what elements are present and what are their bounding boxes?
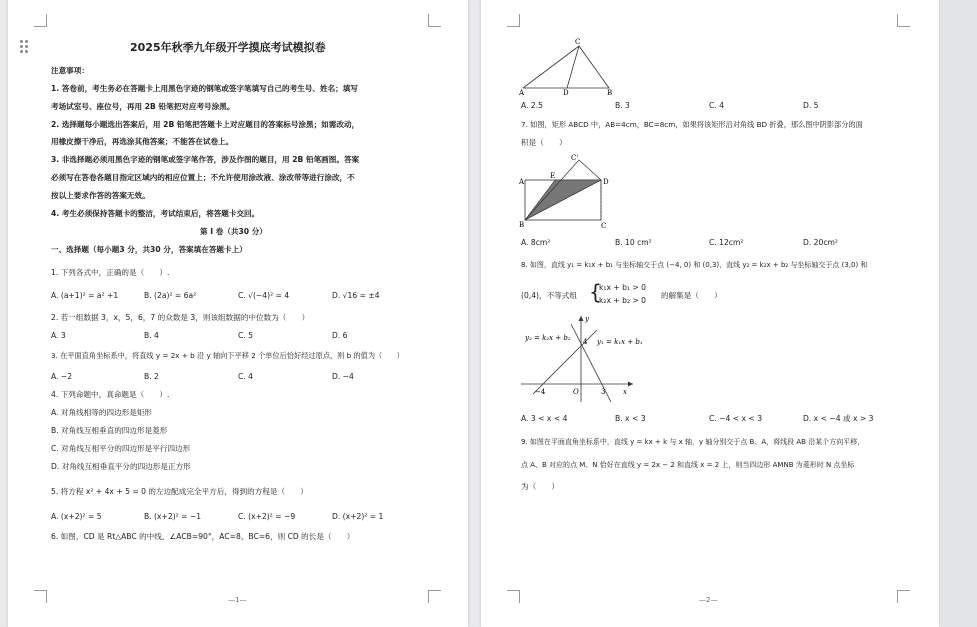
notice-line: 2. 选择题每小题选出答案后，用 2B 铅笔把答题卡上对应题目的答案标号涂黑；如需改动， <box>51 120 360 129</box>
notice-line: 考场试室号、座位号，再用 2B 铅笔把对应考号涂黑。 <box>51 102 235 111</box>
option: A. 3 <box>51 331 66 340</box>
question-9-cont: 点 A、B 对应的点 M、N 恰好在直线 y = 2x − 2 和直线 x = 2 上，则当四边形 AMNB 为菱形时 N 点坐标 <box>521 461 855 469</box>
question-8: 8. 如图，直线 y₁ = k₁x + b₁ 与坐标轴交于点 (−4, 0) 和 (0,3)，直线 y₂ = k₂x + b₂ 与坐标轴交于点 (3,0) 和 <box>521 261 868 269</box>
option: C. −4 < x < 3 <box>709 414 763 423</box>
option: D. 对角线互相垂直平分的四边形是正方形 <box>51 462 191 471</box>
page-number: —2— <box>699 596 718 604</box>
question-7: 7. 如图，矩形 ABCD 中，AB=4cm，BC=8cm，如果将该矩形沿对角线 BD 折叠，那么图中阴影部分的面 <box>521 120 863 129</box>
crop-mark <box>34 14 47 27</box>
option: B. x < 3 <box>615 414 646 423</box>
label-4: 4 <box>583 338 588 346</box>
label-y2: y₂ = k₂x + b₂ <box>525 334 571 342</box>
option: D. 5 <box>803 101 819 110</box>
label-d: D <box>603 178 609 186</box>
label-d: D <box>563 89 569 97</box>
question-9: 9. 如图在平面直角坐标系中，直线 y = kx + k 与 x 轴，y 轴分别交于点 B、A，将线段 AB 沿某个方向平移， <box>521 438 865 446</box>
label-c: C <box>575 38 581 46</box>
option: C. 4 <box>238 372 253 381</box>
option: D. 20cm² <box>803 238 838 247</box>
section-heading: 第 I 卷（共30 分） <box>200 227 267 236</box>
crop-mark <box>428 14 441 27</box>
option: A. 2.5 <box>521 101 543 110</box>
option: B. (2a)² = 6a² <box>144 291 197 300</box>
crop-mark <box>897 14 910 27</box>
notice-line: 按以上要求作答的答案无效。 <box>51 191 150 200</box>
option: C. 5 <box>238 331 253 340</box>
page-number: —1— <box>228 596 247 604</box>
question-5: 5. 将方程 x² + 4x + 5 = 0 的左边配成完全平方后，得到的方程是（ ） <box>51 487 308 496</box>
question-8-cont: 的解集是（ ） <box>661 291 722 300</box>
option: C. 对角线互相平分的四边形是平行四边形 <box>51 444 191 453</box>
exam-page-1 <box>8 0 468 627</box>
question-2: 2. 若一组数据 3，x，5，6，7 的众数是 3，则该组数据的中位数为（ ） <box>51 313 310 322</box>
option: B. 4 <box>144 331 159 340</box>
option: A. −2 <box>51 372 73 381</box>
option: A. 3 < x < 4 <box>521 414 568 423</box>
option: A. (a+1)² = a² +1 <box>51 291 119 300</box>
brace-icon: { <box>589 280 602 304</box>
right-scroll-area[interactable] <box>941 0 977 627</box>
label-b: B <box>607 89 613 97</box>
inequality: k₁x + b₁ > 0 <box>599 283 647 292</box>
option: A. 对角线相等的四边形是矩形 <box>51 408 153 417</box>
option: B. 10 cm² <box>615 238 652 247</box>
option: D. √16 = ±4 <box>332 291 380 300</box>
label-neg4: −4 <box>535 388 546 396</box>
question-1: 1. 下列各式中，正确的是（ ）. <box>51 268 170 277</box>
question-9-cont: 为（ ） <box>521 482 559 491</box>
crop-mark <box>428 590 441 603</box>
crop-mark <box>34 590 47 603</box>
rectangle-fold-figure-q7 <box>517 152 613 230</box>
crop-mark <box>507 14 520 27</box>
option: C. (x+2)² = −9 <box>238 512 296 521</box>
label-a: A <box>519 178 525 186</box>
option: A. (x+2)² = 5 <box>51 512 102 521</box>
notice-line: 1. 答卷前，考生务必在答题卡上用黑色字迹的钢笔或签字笔填写自己的考生号、姓名；填写 <box>51 84 358 93</box>
question-6: 6. 如图，CD 是 Rt△ABC 的中线，∠ACB=90°，AC=8，BC=6，则 CD 的长是（ ） <box>51 532 355 541</box>
crop-mark <box>507 590 520 603</box>
notice-line: 必须写在答卷各题目指定区域内的相应位置上；不允许使用涂改液、涂改带等进行涂改，不 <box>51 173 355 182</box>
label-e: E <box>550 172 556 180</box>
notice-line: 用橡皮擦干净后，再选涂其他答案；不能答在试卷上。 <box>51 137 234 146</box>
option: C. 12cm² <box>709 238 744 247</box>
label-c-prime: C' <box>571 154 579 162</box>
option: B. 3 <box>615 101 630 110</box>
exam-title: 2025年秋季九年级开学摸底考试模拟卷 <box>130 41 326 54</box>
label-c: C <box>601 222 607 230</box>
label-a: A <box>519 89 525 97</box>
label-b: B <box>519 221 525 229</box>
exam-page-2 <box>481 0 939 627</box>
question-8-cont: (0,4)，不等式组 <box>521 291 577 300</box>
notice-header: 注意事项： <box>51 66 89 75</box>
inequality: k₂x + b₂ > 0 <box>599 296 647 305</box>
question-4: 4. 下列命题中，真命题是（ ）. <box>51 390 170 399</box>
label-y1: y₁ = k₁x + b₁ <box>597 338 643 346</box>
option: B. (x+2)² = −1 <box>144 512 202 521</box>
option: D. 6 <box>332 331 348 340</box>
part-heading: 一、选择题（每小题3 分，共30 分，答案填在答题卡上） <box>51 245 247 254</box>
crop-mark <box>897 590 910 603</box>
triangle-figure-q6 <box>517 38 617 96</box>
option: B. 2 <box>144 372 159 381</box>
question-7-cont: 积是（ ） <box>521 138 567 147</box>
option: D. −4 <box>332 372 354 381</box>
option: C. 4 <box>709 101 724 110</box>
option: C. √(−4)² = 4 <box>238 291 290 300</box>
option: A. 8cm² <box>521 238 551 247</box>
notice-line: 3. 非选择题必须用黑色字迹的钢笔或签字笔作答，涉及作图的题目，用 2B 铅笔画图。答案 <box>51 155 360 164</box>
line-graph-figure-q8 <box>517 312 643 406</box>
notice-line: 4. 考生必须保持答题卡的整洁，考试结束后，将答题卡交回。 <box>51 209 260 218</box>
label-3: 3 <box>601 388 606 396</box>
label-y-axis: y <box>585 315 589 323</box>
label-origin: O <box>573 388 579 396</box>
drag-handle-icon[interactable] <box>20 40 28 54</box>
question-3: 3. 在平面直角坐标系中，将直线 y = 2x + b 沿 y 轴向下平移 2 个单位后恰好经过原点，则 b 的值为（ ） <box>51 351 404 360</box>
option: B. 对角线互相垂直的四边形是菱形 <box>51 426 168 435</box>
label-x-axis: x <box>623 388 627 396</box>
option: D. (x+2)² = 1 <box>332 512 384 521</box>
option: D. x < −4 或 x > 3 <box>803 414 874 423</box>
